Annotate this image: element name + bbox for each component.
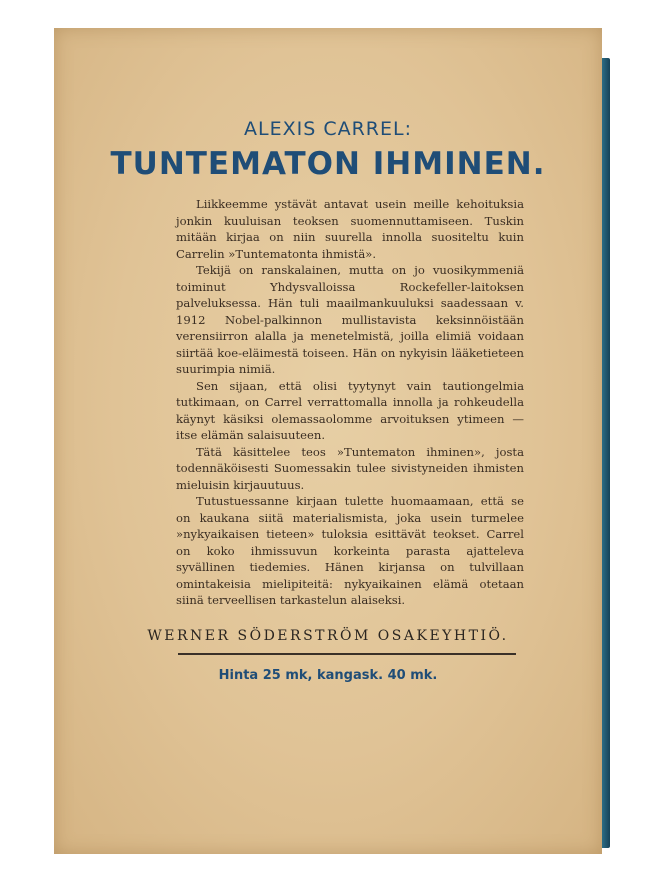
book-back-cover: [54, 28, 602, 854]
blurb-paragraph-3: Sen sijaan, että olisi tyytynyt vain tautiongelmia tutkimaan, on Carrel verrattomalla innolla ja rohkeudella käynyt käsiksi olemassaolomme arvoituksen ytimeen — itse elämän salaisuuteen.: [176, 378, 524, 442]
price-line: Hinta 25 mk, kangask. 40 mk.: [218, 668, 438, 683]
book-title: TUNTEMATON IHMINEN.: [110, 146, 546, 182]
blurb-paragraph-1: Liikkeemme ystävät antavat usein meille kehoituksia jonkin kuuluisan teoksen suomennuttamiseen. Tuskin mitään kirjaa on niin suurella innolla suositeltu kuin Carrelin »Tuntematonta ihmistä».: [176, 197, 524, 261]
blurb-paragraph-5: Tutustuessanne kirjaan tulette huomaamaan, että se on kaukana siitä materialismista, joka usein turmelee »nykyaikaisen tieteen» tuloksia esittävät teokset. Carrel on koko ihmissuvun korkeinta parasta ajatteleva syvällinen tiedemies. Hänen kirjansa on tulvillaan omintakeisia mielipiteitä: nykyaikainen elämä otetaan siinä terveellisen tarkastelun alaiseksi.: [176, 494, 524, 607]
blurb-paragraph-2: Tekijä on ranskalainen, mutta on jo vuosikymmeniä toiminut Yhdysvalloissa Rockefeller-laitoksen palveluksessa. Hän tuli maailmankuuluksi saadessaan v. 1912 Nobel-palkinnon mullistavista keksinnöistään verensiirron alalla ja menetelmistä, joilla elimiä voidaan siirtää koe-eläimestä toiseen. Hän on nykyisin lääketieteen suurimpia nimiä.: [176, 263, 524, 376]
divider-rule: [178, 653, 516, 655]
publisher-name: WERNER SÖDERSTRÖM OSAKEYHTIÖ.: [147, 628, 509, 644]
blurb-text: [176, 196, 524, 609]
blurb-paragraph-4: Tätä käsittelee teos »Tuntematon ihminen», josta todennäköisesti Suomessakin tulee sivistyneiden ihmisten mieluisin kirjauutuus.: [176, 444, 524, 492]
author-name: ALEXIS CARREL:: [244, 118, 412, 140]
